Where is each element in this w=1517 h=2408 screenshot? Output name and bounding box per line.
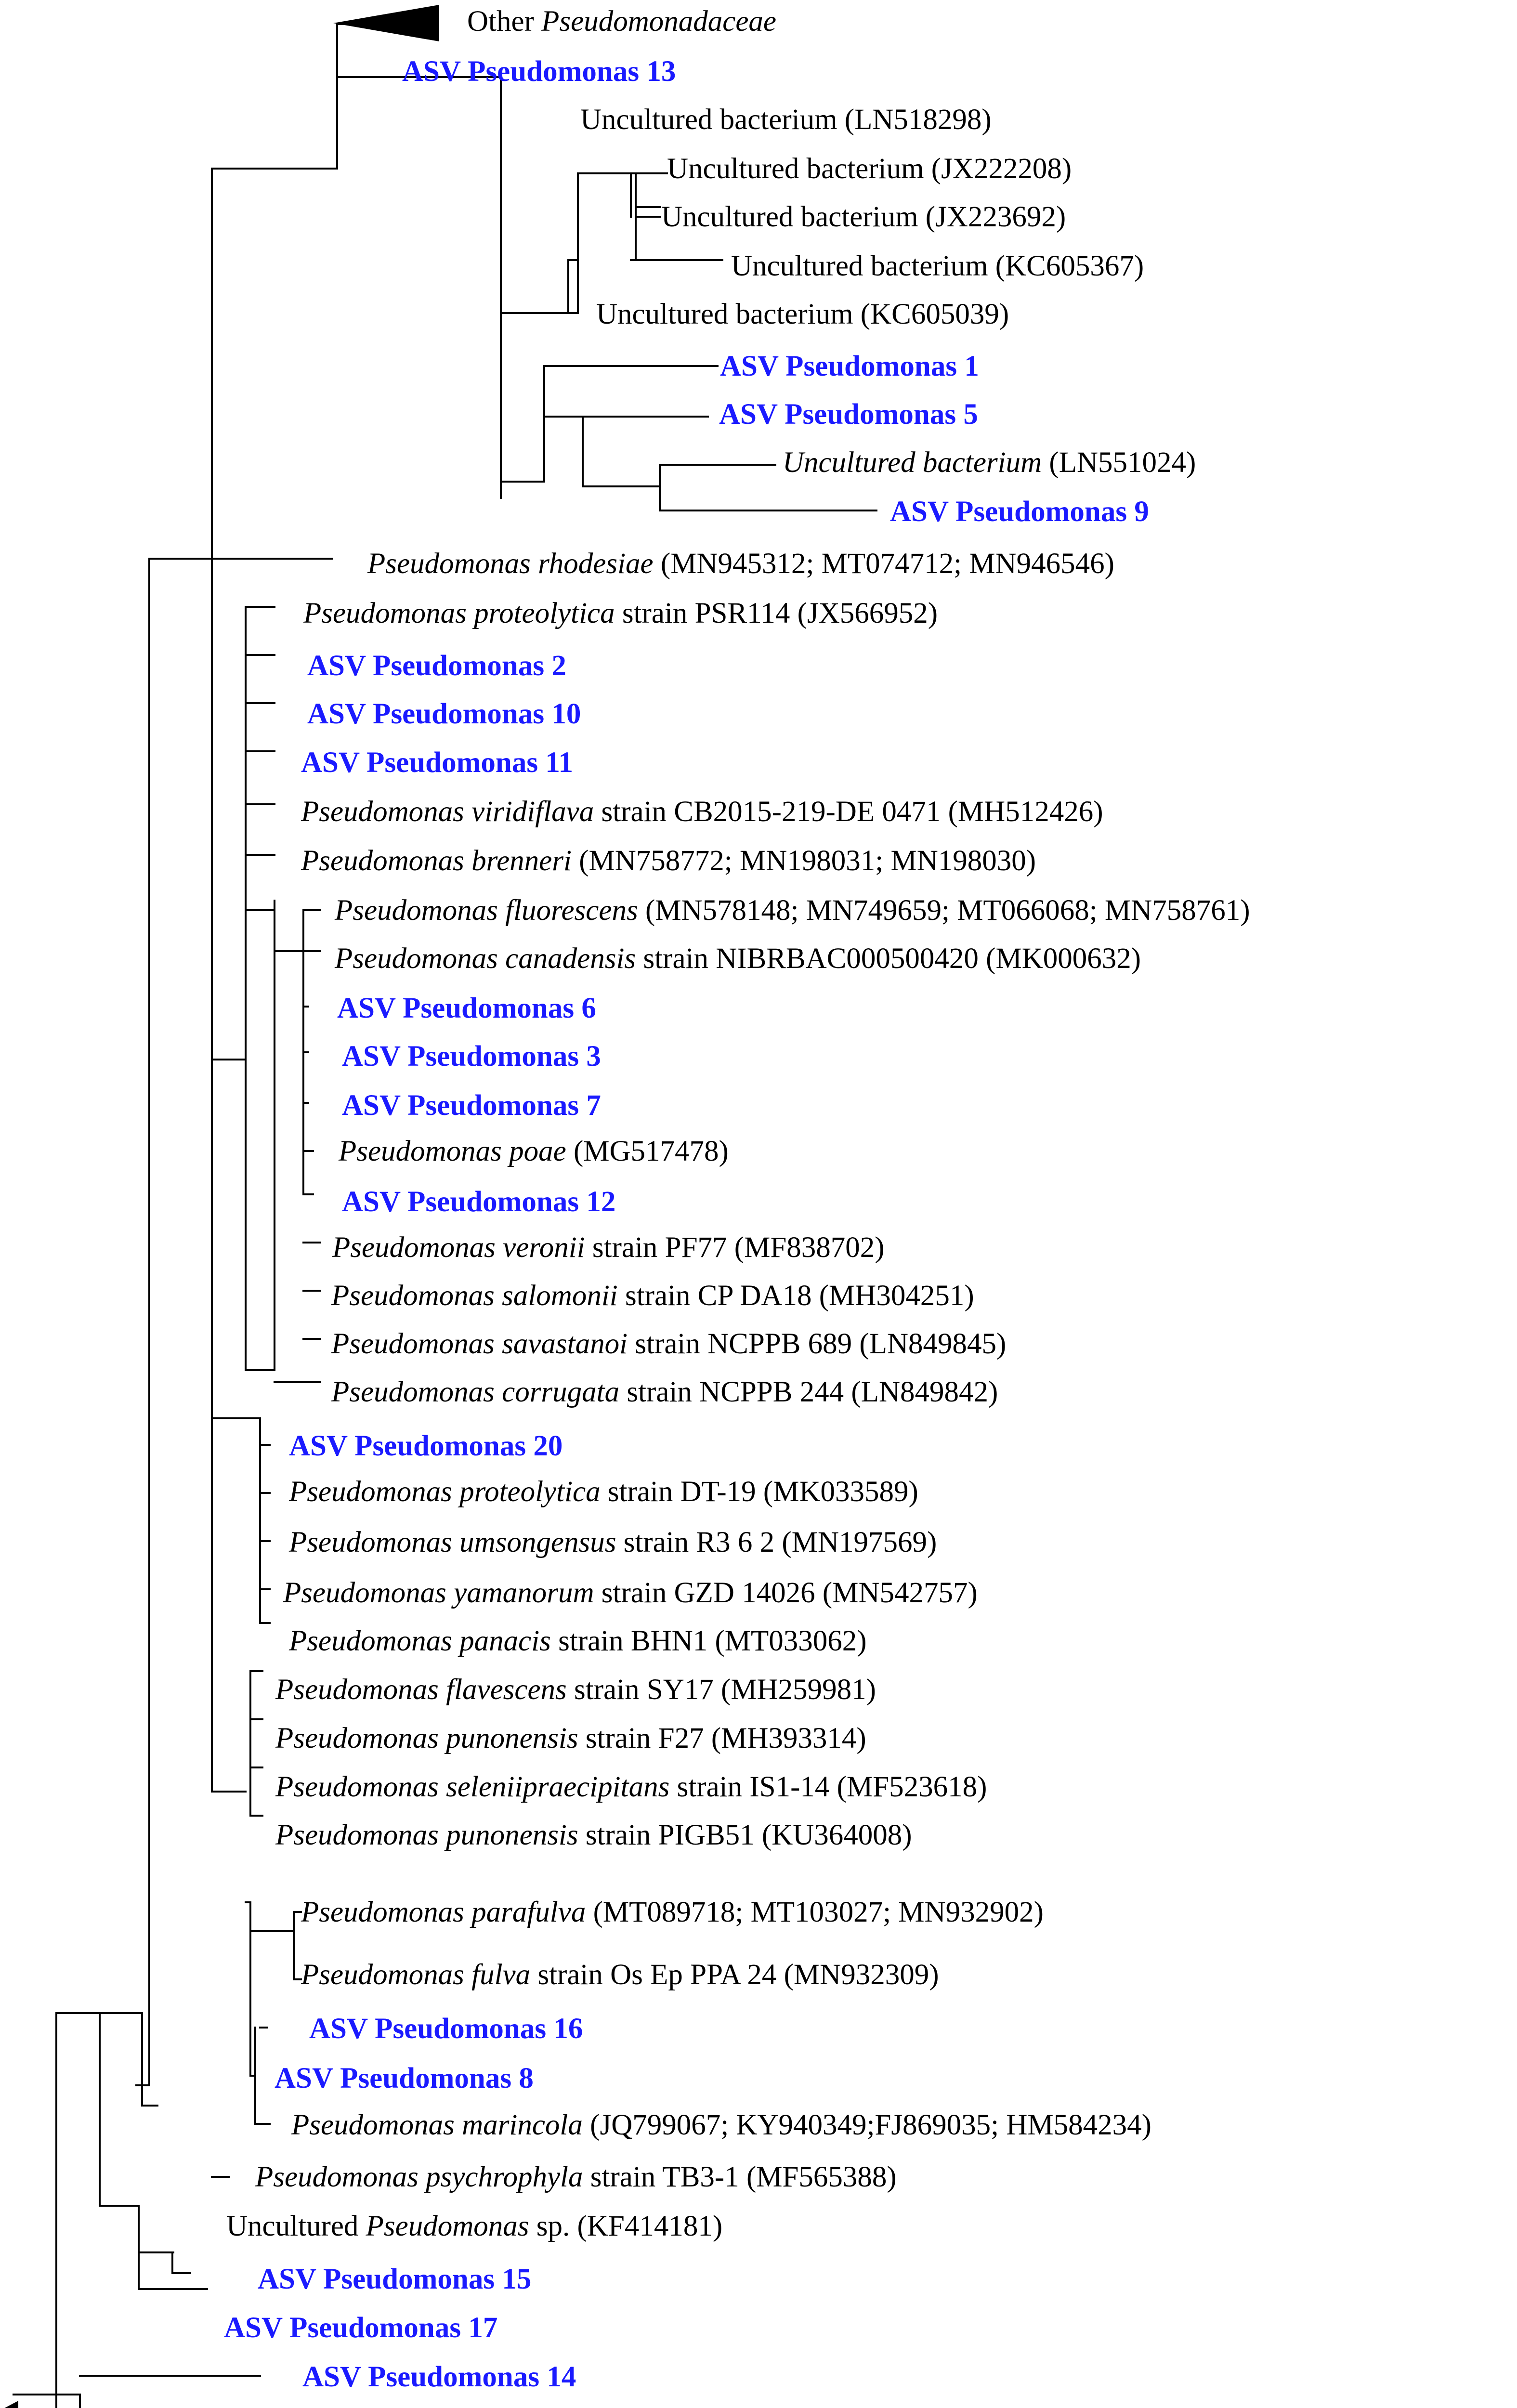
text-part: strain Os Ep PPA 24 (MN932309)	[530, 1959, 939, 1991]
text-part: strain NIBRBAC000500420 (MK000632)	[636, 942, 1141, 975]
italic-name-part: Pseudomonas yamanorum	[283, 1577, 594, 1609]
leaf-label-asv15	[258, 2263, 531, 2295]
leaf-label-asv9	[890, 496, 1149, 528]
leaf-label-asv20	[289, 1430, 562, 1462]
text-part: (MN945312; MT074712; MN946546)	[653, 548, 1114, 580]
leaf-label-savastanoi	[331, 1328, 1006, 1360]
root-arrow-icon	[0, 2401, 18, 2408]
text-part: ASV Pseudomonas 10	[307, 698, 581, 730]
leaf-label-asv2	[307, 650, 566, 682]
leaf-label-punonensis2	[275, 1819, 912, 1851]
text-part: ASV Pseudomonas 17	[224, 2312, 498, 2344]
leaf-label-yamanorum	[283, 1577, 978, 1609]
text-part: ASV Pseudomonas 2	[307, 650, 566, 682]
leaf-label-ln518298	[580, 104, 992, 136]
leaf-label-asv3	[342, 1040, 601, 1073]
italic-name-part: Pseudomonas rhodesiae	[367, 548, 654, 580]
text-part: ASV Pseudomonas 13	[402, 55, 676, 88]
text-part: strain GZD 14026 (MN542757)	[594, 1577, 978, 1609]
leaf-label-psychrophyla	[255, 2161, 897, 2193]
leaf-labels	[224, 55, 1250, 2408]
leaf-label-asv12	[342, 1186, 615, 1218]
text-part: ASV Pseudomonas 6	[337, 992, 596, 1024]
italic-name-part: Pseudomonas corrugata	[331, 1376, 620, 1408]
leaf-label-kc605367	[731, 250, 1144, 282]
italic-name-part: Pseudomonas marincola	[291, 2109, 583, 2141]
leaf-label-asv5	[719, 398, 978, 431]
leaf-label-canadensis	[334, 942, 1141, 975]
italic-name-part: Pseudomonas punonensis	[275, 1722, 578, 1754]
text-part: (JQ799067; KY940349;FJ869035; HM584234)	[582, 2109, 1151, 2141]
leaf-label-asv6	[337, 992, 596, 1024]
text-part: ASV Pseudomonas 11	[301, 746, 573, 779]
leaf-label-corrugata	[331, 1376, 998, 1408]
italic-name-part: Pseudomonadaceae	[541, 5, 776, 38]
leaf-label-asv17	[224, 2312, 497, 2344]
leaf-label-asv1	[720, 350, 979, 382]
text-part: strain NCPPB 689 (LN849845)	[628, 1328, 1007, 1360]
text-part: ASV Pseudomonas 14	[302, 2361, 576, 2393]
leaf-label-proteolytica2	[288, 1476, 918, 1508]
text-part: Uncultured bacterium (JX223692)	[661, 201, 1066, 233]
text-part: strain NCPPB 244 (LN849842)	[619, 1376, 998, 1408]
italic-name-part: Pseudomonas panacis	[289, 1625, 551, 1657]
leaf-label-uncpseudo	[226, 2210, 722, 2242]
text-part: strain PF77 (MF838702)	[585, 1231, 885, 1264]
leaf-label-fluorescens	[334, 894, 1250, 927]
leaf-label-viridiflava	[301, 796, 1103, 828]
text-part: ASV Pseudomonas 3	[342, 1040, 601, 1073]
italic-name-part: Pseudomonas parafulva	[301, 1896, 586, 1928]
text-part: ASV Pseudomonas 16	[309, 2013, 583, 2045]
leaf-label-kc605039	[596, 298, 1009, 330]
leaf-label-jx223692	[661, 201, 1066, 233]
text-part: ASV Pseudomonas 12	[342, 1186, 616, 1218]
text-part: Uncultured bacterium (KC605367)	[731, 250, 1144, 282]
text-part: ASV Pseudomonas 20	[289, 1430, 563, 1462]
leaf-label-asv7	[342, 1089, 601, 1122]
text-part: (LN551024)	[1042, 446, 1196, 479]
italic-name-part: Pseudomonas psychrophyla	[255, 2161, 583, 2193]
leaf-label-brenneri	[301, 845, 1036, 877]
leaf-label-proteolytica1	[303, 597, 938, 629]
text-part: Other	[467, 5, 542, 38]
text-part: ASV Pseudomonas 9	[890, 496, 1149, 528]
collapsed-clade-top-wedge	[333, 5, 439, 41]
italic-name-part: Pseudomonas veronii	[332, 1231, 585, 1264]
text-part: (MG517478)	[566, 1135, 729, 1167]
text-part: ASV Pseudomonas 5	[719, 398, 978, 431]
leaf-label-parafulva	[301, 1896, 1044, 1928]
italic-name-part: Pseudomonas poae	[339, 1135, 566, 1167]
italic-name-part: Pseudomonas seleniipraecipitans	[275, 1771, 670, 1803]
leaf-label-rhodesiae	[367, 548, 1114, 580]
leaf-label-poae	[338, 1135, 729, 1167]
text-part: sp. (KF414181)	[529, 2210, 723, 2242]
text-part: ASV Pseudomonas 1	[720, 350, 979, 382]
text-part: strain R3 6 2 (MN197569)	[616, 1526, 937, 1558]
italic-name-part: Pseudomonas canadensis	[335, 942, 636, 975]
italic-name-part: Pseudomonas proteolytica	[289, 1476, 601, 1508]
collapsed-clade-top-label	[467, 5, 776, 38]
leaf-label-flavescens	[275, 1674, 876, 1706]
text-part: ASV Pseudomonas 7	[342, 1089, 601, 1122]
text-part: strain DT-19 (MK033589)	[600, 1476, 918, 1508]
italic-name-part: Pseudomonas savastanoi	[331, 1328, 628, 1360]
text-part: (MT089718; MT103027; MN932902)	[586, 1896, 1044, 1928]
text-part: strain SY17 (MH259981)	[566, 1674, 876, 1706]
leaf-label-asv8	[275, 2062, 534, 2094]
italic-name-part: Pseudomonas fulva	[301, 1959, 531, 1991]
leaf-label-asv13	[402, 55, 676, 88]
text-part: strain PSR114 (JX566952)	[615, 597, 938, 629]
text-part: strain F27 (MH393314)	[578, 1722, 866, 1754]
text-part: strain BHN1 (MT033062)	[550, 1625, 867, 1657]
italic-name-part: Pseudomonas punonensis	[275, 1819, 578, 1851]
leaf-label-veronii	[332, 1231, 885, 1264]
italic-name-part: Pseudomonas umsongensus	[289, 1526, 616, 1558]
italic-name-part: Pseudomonas proteolytica	[303, 597, 615, 629]
text-part: strain TB3-1 (MF565388)	[583, 2161, 897, 2193]
text-part: Uncultured bacterium (JX222208)	[667, 153, 1072, 185]
leaf-label-marincola	[291, 2109, 1151, 2141]
italic-name-part: Uncultured bacterium	[783, 446, 1042, 479]
leaf-label-panacis	[288, 1625, 867, 1657]
leaf-label-jx222208	[667, 153, 1072, 185]
text-part: (MN578148; MN749659; MT066068; MN758761)	[638, 894, 1250, 927]
text-part: Uncultured bacterium (LN518298)	[580, 104, 992, 136]
leaf-label-salomonii	[331, 1280, 974, 1312]
italic-name-part: Pseudomonas fluorescens	[335, 894, 638, 927]
leaf-label-asv14	[302, 2361, 576, 2393]
text-part: Uncultured	[226, 2210, 366, 2242]
italic-name-part: Pseudomonas brenneri	[301, 845, 572, 877]
leaf-label-asv16	[309, 2013, 583, 2045]
leaf-label-ln551024	[783, 446, 1196, 479]
leaf-label-umsongensus	[288, 1526, 937, 1558]
leaf-label-asv11	[301, 746, 573, 779]
text-part: ASV Pseudomonas 15	[258, 2263, 532, 2295]
text-part: strain IS1-14 (MF523618)	[669, 1771, 987, 1803]
text-part: (MN758772; MN198031; MN198030)	[571, 845, 1036, 877]
text-part: ASV Pseudomonas 8	[275, 2062, 534, 2094]
italic-name-part: Pseudomonas salomonii	[331, 1280, 618, 1312]
italic-name-part: Pseudomonas viridiflava	[301, 796, 594, 828]
text-part: Uncultured bacterium (KC605039)	[596, 298, 1009, 330]
italic-name-part: Pseudomonas	[366, 2210, 529, 2242]
leaf-label-punonensis1	[275, 1722, 866, 1754]
italic-name-part: Pseudomonas flavescens	[275, 1674, 567, 1706]
leaf-label-fulva	[301, 1959, 939, 1991]
leaf-label-seleniipraecipitans	[275, 1771, 987, 1803]
text-part: strain CP DA18 (MH304251)	[617, 1280, 974, 1312]
leaf-label-asv10	[307, 698, 581, 730]
text-part: strain CB2015-219-DE 0471 (MH512426)	[594, 796, 1103, 828]
text-part: strain PIGB51 (KU364008)	[578, 1819, 912, 1851]
